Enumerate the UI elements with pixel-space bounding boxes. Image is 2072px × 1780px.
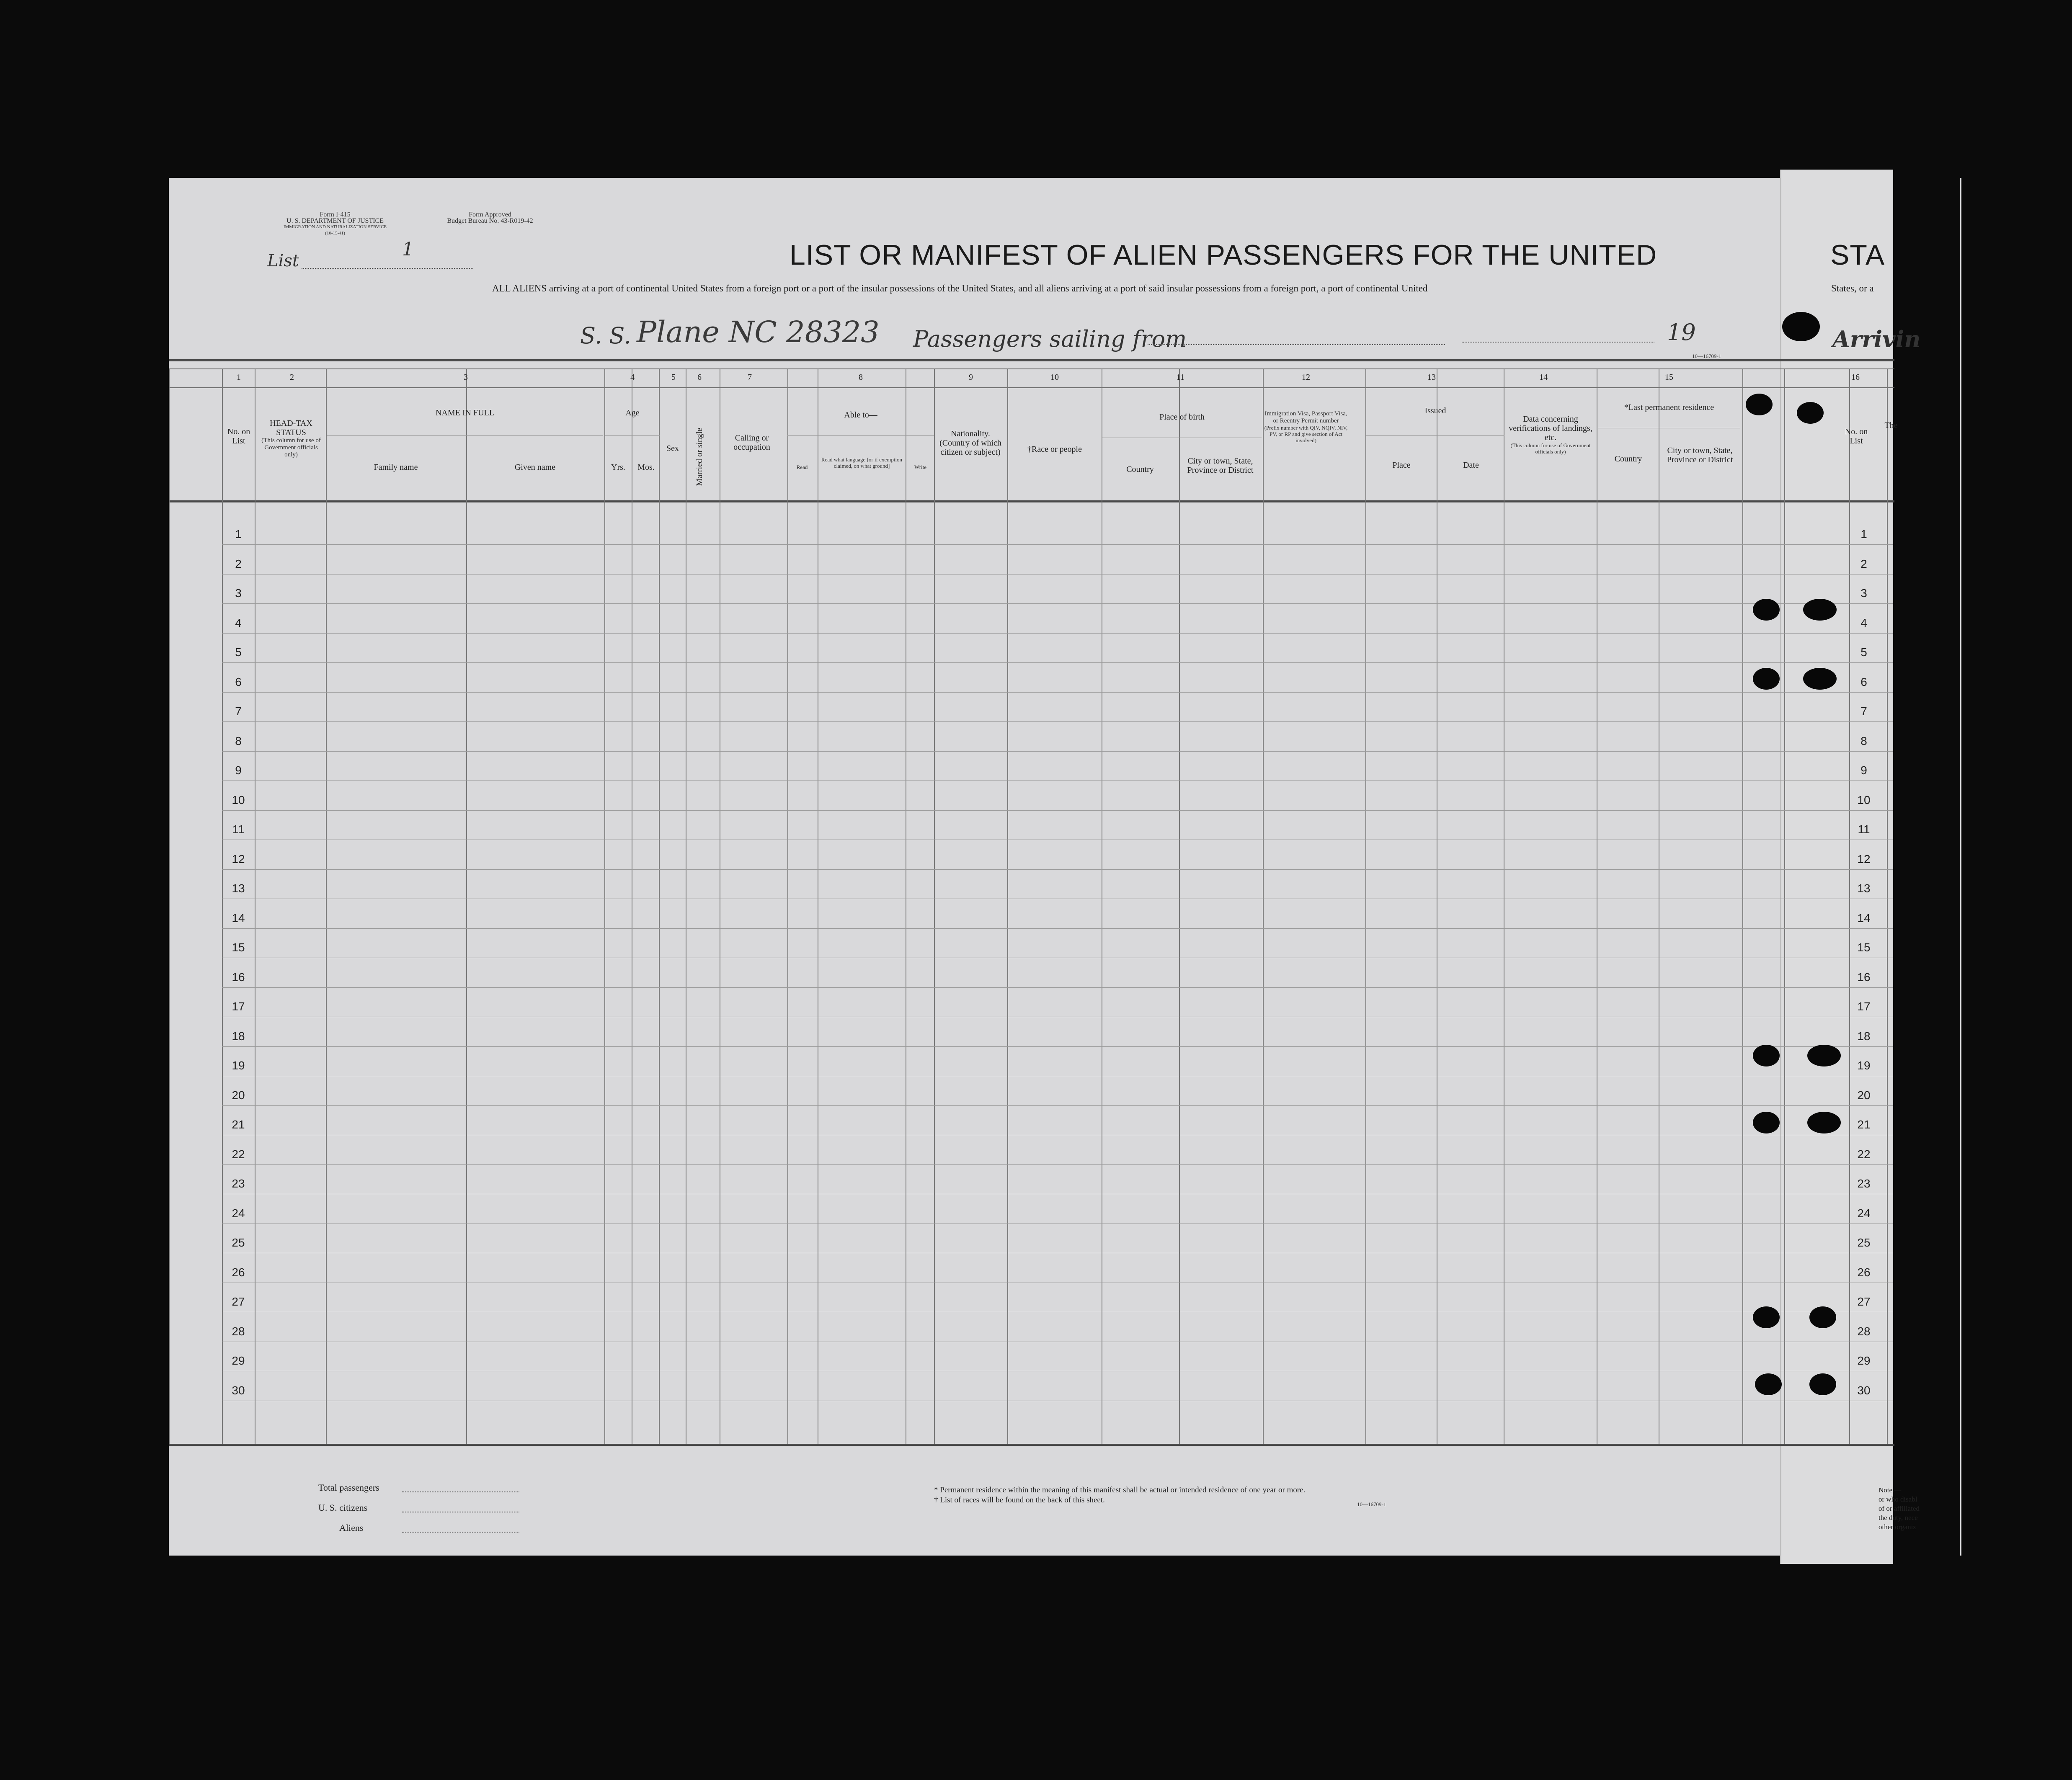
col14-number: 14 (1539, 373, 1548, 382)
row-rule (222, 633, 1893, 634)
married-heading: Married or single (695, 428, 704, 486)
right-note-line-3: of or affiliated (1878, 1504, 1920, 1512)
aliens-label: Aliens (339, 1522, 364, 1533)
row-number-right: 8 (1860, 734, 1867, 747)
manifest-subtitle: ALL ALIENS arriving at a port of continental United States from a foreign port or a port of the insular possessions of the United States, and all aliens arriving at a port of said insular possessions from a foreign port, a port of continental United (492, 283, 1428, 294)
row-number-right: 12 (1857, 853, 1871, 866)
punch-hole (1782, 312, 1820, 341)
punch-hole (1753, 1112, 1780, 1133)
row-number-right: 11 (1858, 823, 1870, 836)
row-number-right: 5 (1860, 646, 1867, 659)
col2-heading (258, 419, 325, 459)
right-note-line-5: other organiz (1878, 1523, 1916, 1531)
row-number-right: 29 (1857, 1354, 1871, 1367)
form-id-block (260, 211, 410, 237)
row-number-left: 8 (235, 734, 242, 747)
row-number-left: 12 (232, 853, 245, 866)
residence-footnote: * Permanent residence within the meaning of this manifest shall be actual or intended residence of one year or more. (934, 1486, 1306, 1494)
col8-number: 8 (859, 373, 863, 382)
row-number-right: 27 (1857, 1295, 1871, 1308)
col4-number: 4 (630, 373, 635, 382)
col3-heading: NAME IN FULL (436, 408, 494, 417)
row-number-left: 23 (232, 1177, 245, 1190)
row-number-left: 22 (232, 1148, 245, 1161)
sailing-label: Passengers sailing from (913, 326, 1187, 352)
vessel-name: Plane NC 28323 (637, 315, 880, 349)
row-number-left: 7 (235, 705, 242, 718)
sex-heading: Sex (666, 444, 679, 453)
approval-text: Form Approved (469, 211, 511, 218)
row-number-right: 22 (1857, 1148, 1871, 1161)
birth-city-heading: City or town, State, Province or District (1187, 456, 1254, 475)
punch-hole (1809, 1306, 1836, 1328)
col12-number: 12 (1302, 373, 1310, 382)
row-number-left: 18 (232, 1030, 245, 1043)
col5-number: 5 (671, 373, 676, 382)
row-number-right: 20 (1857, 1089, 1871, 1102)
col16-number: 16 (1851, 373, 1860, 382)
row-number-left: 19 (232, 1059, 245, 1072)
verification-note: (This column for use of Government officials only) (1510, 442, 1591, 455)
residence-heading: *Last permanent residence (1624, 403, 1714, 412)
residence-city-heading: City or town, State, Province or District (1667, 446, 1733, 464)
col6-number: 6 (697, 373, 702, 382)
sailing-from-line (1148, 344, 1445, 345)
row-rule (222, 692, 1893, 693)
age-months-heading: Mos. (637, 463, 655, 472)
row-number-left: 29 (232, 1354, 245, 1367)
punch-hole (1755, 1373, 1782, 1395)
able-to-heading: Able to— (844, 410, 877, 420)
budget-number: Budget Bureau No. 43-R019-42 (447, 217, 533, 224)
row-number-right: 19 (1857, 1059, 1871, 1072)
row-rule (222, 1105, 1893, 1106)
row-rule (222, 869, 1893, 870)
row-rule (222, 1164, 1893, 1165)
manifest-sheet (169, 178, 1961, 1556)
row-number-left: 25 (232, 1236, 245, 1249)
race-heading: †Race or people (1027, 445, 1082, 454)
form-date: (10-15-41) (325, 231, 345, 236)
issued-subheading-rule (1366, 435, 1504, 436)
col17-partial-heading: The (1884, 421, 1898, 430)
header-rule-top (169, 359, 1894, 361)
able-subheading-rule (787, 435, 934, 436)
verification-heading (1504, 415, 1597, 455)
row-number-right: 1 (1860, 528, 1867, 541)
list-line (302, 268, 473, 269)
family-name-heading: Family name (374, 463, 418, 472)
row-number-right: 18 (1857, 1030, 1871, 1043)
col13-number: 13 (1427, 373, 1436, 382)
row-number-right: 16 (1857, 971, 1871, 984)
service: IMMIGRATION AND NATURALIZATION SERVICE (283, 224, 387, 229)
row-number-right: 13 (1857, 882, 1871, 895)
punch-hole (1753, 1045, 1780, 1066)
birth-country-heading: Country (1126, 465, 1154, 474)
table-bottom-rule (169, 1444, 1894, 1446)
row-rule (222, 751, 1893, 752)
header-rule-bottom (169, 500, 1894, 502)
row-number-right: 3 (1860, 587, 1867, 600)
row-number-left: 30 (232, 1384, 245, 1397)
row-number-right: 7 (1860, 705, 1867, 718)
row-number-right: 24 (1857, 1207, 1871, 1220)
date-line (1462, 342, 1654, 343)
row-number-right: 30 (1857, 1384, 1871, 1397)
row-number-right: 25 (1857, 1236, 1871, 1249)
row-rule (222, 987, 1893, 988)
col11-number: 11 (1176, 373, 1184, 382)
row-number-right: 23 (1857, 1177, 1871, 1190)
manifest-title-continued: STA (1830, 239, 1885, 271)
arriving-label: Arrivin (1832, 326, 1921, 353)
row-number-left: 17 (232, 1000, 245, 1013)
row-number-left: 28 (232, 1325, 245, 1338)
visa-label: Immigration Visa, Passport Visa, or Reentry Permit number (1264, 410, 1347, 424)
us-citizens-label: U. S. citizens (318, 1502, 368, 1513)
col15-number: 15 (1665, 373, 1673, 382)
total-passengers-line (402, 1491, 519, 1492)
issued-place-heading: Place (1392, 461, 1411, 470)
nationality-heading: Nationality. (Country of which citizen or subject) (939, 429, 1001, 457)
small-code-top: 10—16709-1 (1692, 353, 1721, 359)
form-id: Form I-415 (320, 211, 351, 218)
row-number-right: 4 (1860, 616, 1867, 629)
col1-number: 1 (237, 373, 241, 382)
header-rule-3 (169, 387, 1894, 388)
occupation-heading: Calling or occupation (733, 433, 770, 452)
right-note-line-2: or who disabl (1878, 1495, 1917, 1503)
col7-number: 7 (748, 373, 752, 382)
row-number-right: 28 (1857, 1325, 1871, 1338)
col10-number: 10 (1050, 373, 1059, 382)
read-language-heading: Read what language [or if exemption claimed, on what ground] (821, 456, 903, 469)
year-prefix: 19 (1667, 319, 1696, 345)
row-number-right: 26 (1857, 1266, 1871, 1279)
row-number-left: 6 (235, 675, 242, 688)
punch-hole (1803, 599, 1837, 621)
row-number-left: 2 (235, 557, 242, 570)
vessel-prefix: S. S. (580, 322, 631, 349)
row-number-left: 9 (235, 764, 242, 777)
manifest-title: LIST OR MANIFEST OF ALIEN PASSENGERS FOR THE UNITED (790, 239, 1657, 271)
scan-right-edge (1893, 170, 1960, 1564)
col2-number: 2 (290, 373, 294, 382)
birthplace-heading: Place of birth (1159, 412, 1205, 422)
issued-heading: Issued (1424, 406, 1446, 415)
row-number-right: 6 (1860, 675, 1867, 688)
manifest-subtitle-continued: States, or a (1831, 283, 1874, 294)
age-subheading-rule (605, 435, 660, 436)
row-number-left: 5 (235, 646, 242, 659)
row-number-left: 15 (232, 941, 245, 954)
total-passengers-label: Total passengers (318, 1482, 379, 1493)
head-tax-title: HEAD-TAX STATUS (270, 419, 312, 437)
punch-hole (1797, 402, 1824, 424)
residence-country-heading: Country (1614, 454, 1642, 464)
row-number-right: 17 (1857, 1000, 1871, 1013)
read-heading: Read (796, 464, 808, 470)
header-rule-2 (169, 368, 1894, 369)
row-number-right: 15 (1857, 941, 1871, 954)
punch-hole (1807, 1045, 1841, 1066)
column-divider (169, 368, 170, 1444)
punch-hole (1753, 668, 1780, 690)
row-number-left: 27 (232, 1295, 245, 1308)
row-number-left: 1 (235, 528, 242, 541)
punch-hole (1807, 1112, 1841, 1133)
col1-heading: No. on List (227, 427, 250, 446)
row-number-left: 26 (232, 1266, 245, 1279)
row-number-left: 10 (232, 793, 245, 806)
verification-label: Data concerning verifications of landings, etc. (1509, 415, 1592, 442)
department: U. S. DEPARTMENT OF JUSTICE (286, 217, 384, 224)
row-rule (222, 662, 1893, 663)
right-note-block (1878, 1486, 1920, 1532)
row-rule (222, 1046, 1893, 1047)
footer-code: 10—16709-1 (1357, 1501, 1386, 1507)
row-rule (222, 603, 1893, 604)
row-number-right: 9 (1860, 764, 1867, 777)
given-name-heading: Given name (514, 463, 556, 472)
punch-hole (1753, 1306, 1780, 1328)
row-rule (222, 928, 1893, 929)
row-number-right: 10 (1857, 793, 1871, 806)
row-number-left: 24 (232, 1207, 245, 1220)
age-years-heading: Yrs. (611, 463, 625, 472)
col9-number: 9 (969, 373, 973, 382)
punch-hole (1803, 668, 1837, 690)
approval-block (427, 211, 553, 224)
visa-heading (1264, 410, 1348, 443)
list-number: 1 (402, 239, 414, 260)
punch-hole (1753, 599, 1780, 621)
issued-date-heading: Date (1463, 461, 1479, 470)
row-rule (222, 544, 1893, 545)
row-number-right: 14 (1857, 912, 1871, 925)
row-number-left: 21 (232, 1118, 245, 1131)
right-note-line-4: the duty, nece (1878, 1514, 1918, 1522)
row-number-left: 20 (232, 1089, 245, 1102)
aliens-line (402, 1532, 519, 1533)
row-number-left: 3 (235, 587, 242, 600)
races-footnote: † List of races will be found on the back of this sheet. (934, 1496, 1105, 1504)
row-number-left: 14 (232, 912, 245, 925)
row-rule (222, 721, 1893, 722)
name-subheading-rule (327, 435, 603, 436)
row-number-left: 16 (232, 971, 245, 984)
punch-hole (1746, 394, 1773, 415)
row-number-left: 4 (235, 616, 242, 629)
list-label: List (267, 251, 299, 270)
age-heading: Age (625, 408, 640, 417)
row-number-right: 2 (1860, 557, 1867, 570)
punch-hole (1809, 1373, 1836, 1395)
col16-heading: No. on List (1845, 427, 1868, 446)
row-number-left: 13 (232, 882, 245, 895)
visa-note: (Prefix number with QIV, NQIV, NIV, PV, or RP and give section of Act involved) (1264, 425, 1348, 443)
row-rule (222, 810, 1893, 811)
row-number-right: 21 (1857, 1118, 1871, 1131)
row-number-left: 11 (232, 823, 245, 836)
col3-number: 3 (464, 373, 468, 382)
head-tax-note: (This column for use of Government officials only) (261, 437, 321, 458)
right-note-line-1: Note.— (1878, 1486, 1902, 1494)
write-heading: Write (914, 464, 927, 470)
